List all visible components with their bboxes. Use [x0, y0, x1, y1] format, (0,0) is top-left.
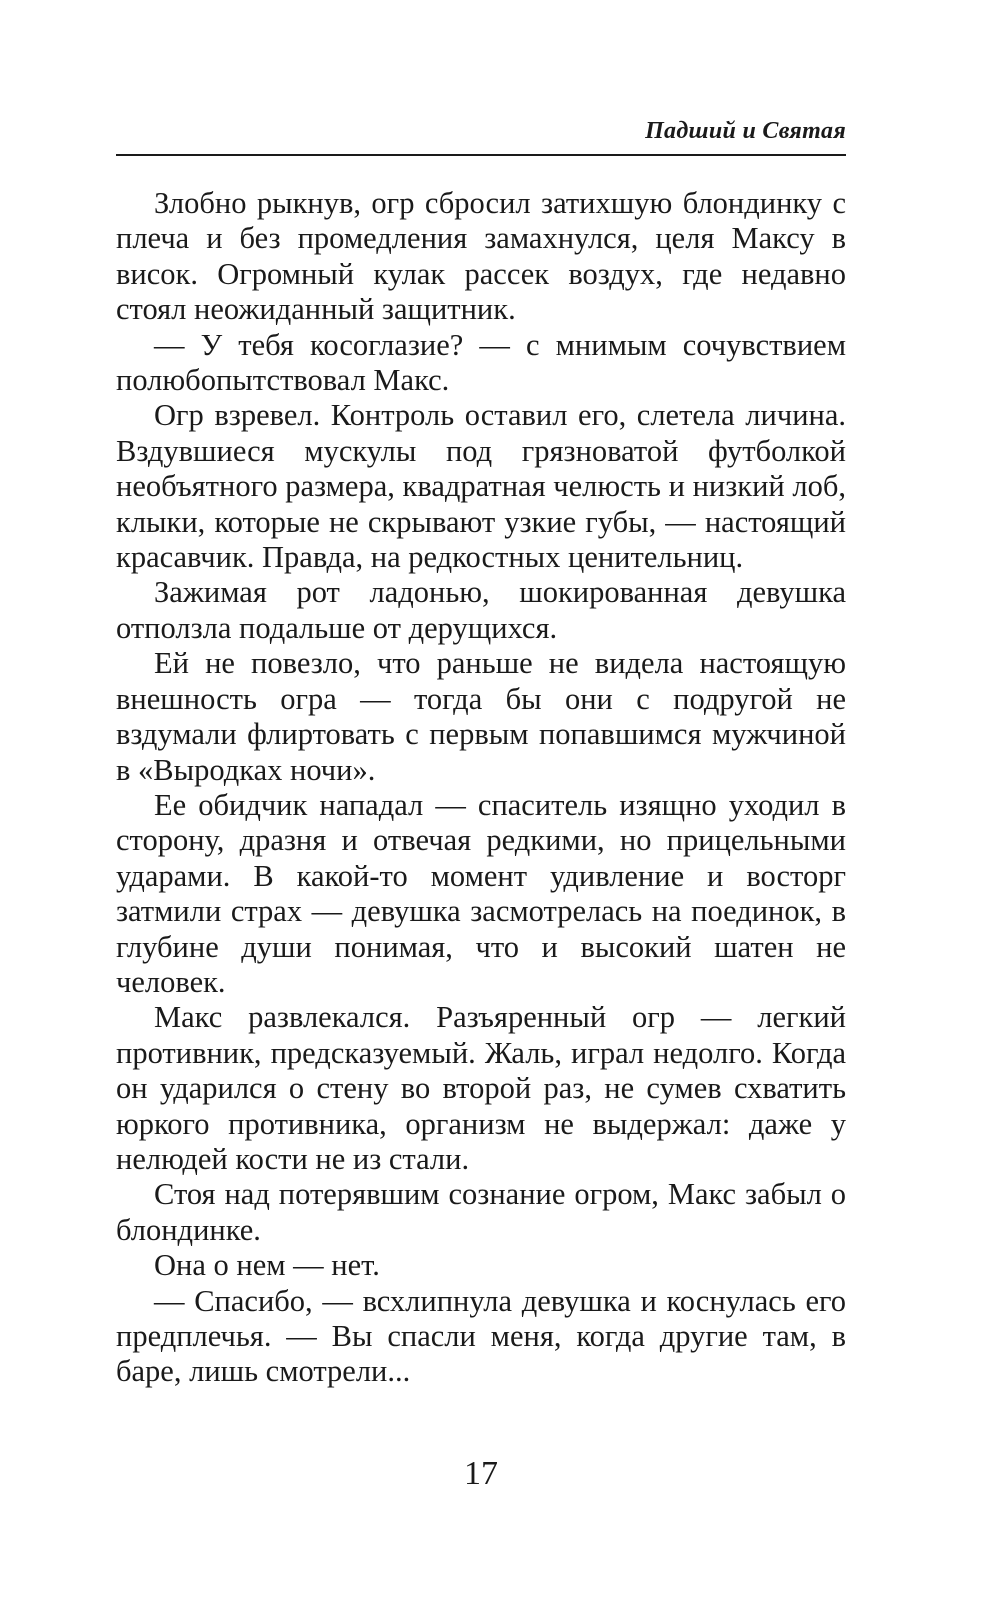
header-rule [116, 154, 846, 156]
paragraph: — Спасибо, — всхлипнула девушка и коснулась его предплечья. — Вы спасли меня, когда другие там, в баре, лишь смотрели... [116, 1283, 846, 1389]
paragraph: Ей не повезло, что раньше не видела настоящую внешность огра — тогда бы они с подругой не вздумали флиртовать с первым попавшимся мужчиной в «Выродках ночи». [116, 646, 846, 787]
paragraph: Огр взревел. Контроль оставил его, слетела личина. Вздувшиеся мускулы под грязноватой футболкой необъятного размера, квадратная челюсть и низкий лоб, клыки, которые не скрывают узкие губы, — настоящий красавчик. Правда, на редкостных ценительниц. [116, 398, 846, 575]
paragraph: Ее обидчик нападал — спаситель изящно уходил в сторону, дразня и отвечая редкими, но прицельными ударами. В какой-то момент удивление и восторг затмили страх — девушка засмотрелась на поединок, в глубине души понимая, что и высокий шатен не человек. [116, 787, 846, 999]
paragraph: Стоя над потерявшим сознание огром, Макс забыл о блондинке. [116, 1177, 846, 1247]
page-number: 17 [464, 1455, 498, 1492]
running-head: Падший и Святая [645, 118, 846, 144]
paragraph: Злобно рыкнув, огр сбросил затихшую блондинку с плеча и без промедления замахнулся, целя Максу в висок. Огромный кулак рассек воздух, где недавно стоял неожиданный защитник. [116, 186, 846, 327]
body-text [116, 186, 846, 1390]
paragraph: Она о нем — нет. [154, 1248, 380, 1283]
paragraph: — У тебя косоглазие? — с мнимым сочувствием полюбопытствовал Макс. [116, 327, 846, 398]
paragraph: Зажимая рот ладонью, шокированная девушка отползла подальше от дерущихся. [116, 575, 846, 645]
paragraph: Макс развлекался. Разъяренный огр — легкий противник, предсказуемый. Жаль, играл недолго. Когда он ударился о стену во второй раз, не сумев схватить юркого противника, организм не выдержал: даже у нелюдей кости не из стали. [116, 1000, 846, 1176]
